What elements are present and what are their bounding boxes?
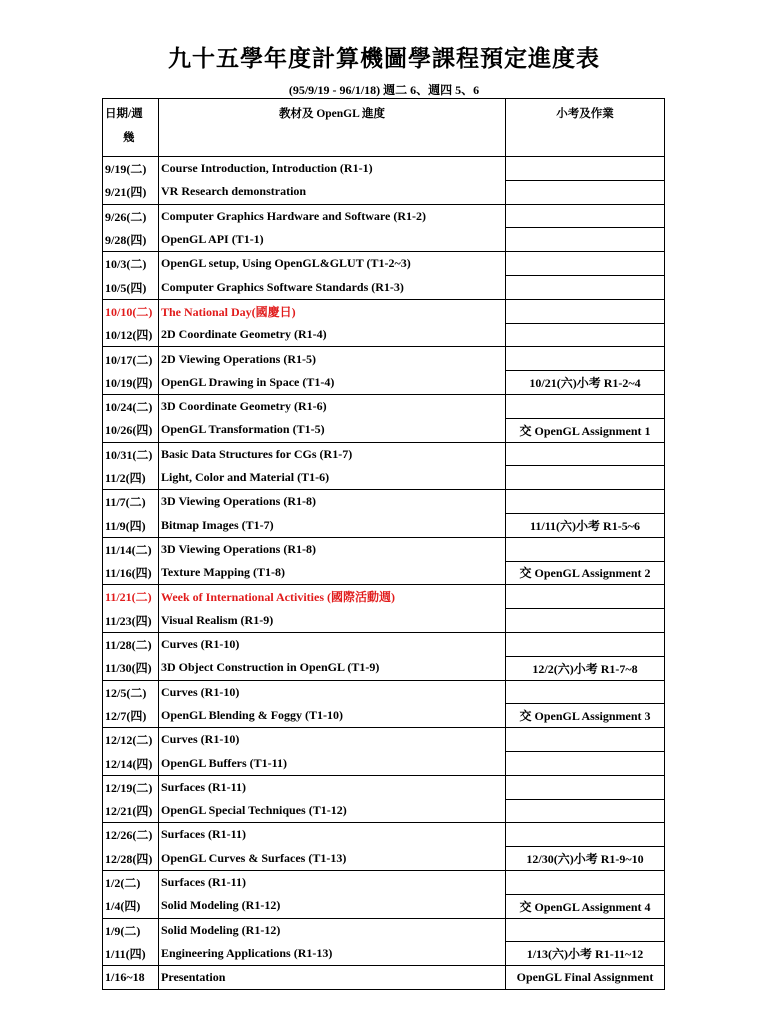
row-quiz bbox=[506, 728, 665, 752]
row-topic: Light, Color and Material (T1-6) bbox=[159, 466, 506, 490]
row-date: 1/2(二) bbox=[103, 870, 159, 894]
row-date: 9/21(四) bbox=[103, 180, 159, 204]
row-quiz bbox=[506, 157, 665, 181]
row-quiz bbox=[506, 228, 665, 252]
row-date: 12/7(四) bbox=[103, 704, 159, 728]
table-row bbox=[103, 704, 665, 728]
row-quiz bbox=[506, 466, 665, 490]
row-topic: OpenGL Drawing in Space (T1-4) bbox=[159, 371, 506, 395]
schedule-body bbox=[103, 157, 665, 990]
table-header-row bbox=[103, 99, 665, 157]
column-header-date bbox=[103, 99, 159, 157]
table-row bbox=[103, 870, 665, 894]
row-quiz bbox=[506, 585, 665, 609]
row-quiz bbox=[506, 823, 665, 847]
row-topic: Texture Mapping (T1-8) bbox=[159, 561, 506, 585]
table-row bbox=[103, 823, 665, 847]
table-row bbox=[103, 466, 665, 490]
row-topic: 3D Object Construction in OpenGL (T1-9) bbox=[159, 656, 506, 680]
row-date: 12/5(二) bbox=[103, 680, 159, 704]
row-date: 12/21(四) bbox=[103, 799, 159, 823]
row-date: 9/26(二) bbox=[103, 204, 159, 228]
row-quiz bbox=[506, 323, 665, 347]
table-row bbox=[103, 966, 665, 990]
table-row bbox=[103, 323, 665, 347]
row-quiz bbox=[506, 537, 665, 561]
row-topic: Surfaces (R1-11) bbox=[159, 870, 506, 894]
column-header-topic: 教材及 OpenGL 進度 bbox=[159, 99, 506, 157]
table-row bbox=[103, 609, 665, 633]
table-row bbox=[103, 513, 665, 537]
row-date: 12/14(四) bbox=[103, 751, 159, 775]
table-row bbox=[103, 180, 665, 204]
row-date: 10/24(二) bbox=[103, 394, 159, 418]
column-header-date-line2: 幾 bbox=[123, 132, 135, 144]
row-date: 10/19(四) bbox=[103, 371, 159, 395]
row-topic: Course Introduction, Introduction (R1-1) bbox=[159, 157, 506, 181]
row-date: 11/7(二) bbox=[103, 490, 159, 514]
row-date: 11/16(四) bbox=[103, 561, 159, 585]
row-topic: Curves (R1-10) bbox=[159, 632, 506, 656]
row-quiz: 交 OpenGL Assignment 2 bbox=[506, 561, 665, 585]
row-quiz bbox=[506, 490, 665, 514]
table-row bbox=[103, 490, 665, 514]
row-date: 10/3(二) bbox=[103, 252, 159, 276]
table-row bbox=[103, 585, 665, 609]
row-topic: OpenGL Buffers (T1-11) bbox=[159, 751, 506, 775]
row-quiz bbox=[506, 680, 665, 704]
row-quiz bbox=[506, 442, 665, 466]
table-row bbox=[103, 561, 665, 585]
row-quiz: 12/30(六)小考 R1-9~10 bbox=[506, 847, 665, 871]
table-row bbox=[103, 394, 665, 418]
row-date: 12/19(二) bbox=[103, 775, 159, 799]
row-topic: Engineering Applications (R1-13) bbox=[159, 942, 506, 966]
row-date: 9/28(四) bbox=[103, 228, 159, 252]
row-topic: Computer Graphics Hardware and Software (R1-2) bbox=[159, 204, 506, 228]
row-topic: Bitmap Images (T1-7) bbox=[159, 513, 506, 537]
row-topic: OpenGL API (T1-1) bbox=[159, 228, 506, 252]
row-topic: OpenGL Transformation (T1-5) bbox=[159, 418, 506, 442]
table-row bbox=[103, 371, 665, 395]
row-date: 10/5(四) bbox=[103, 275, 159, 299]
row-quiz bbox=[506, 751, 665, 775]
row-quiz bbox=[506, 180, 665, 204]
row-quiz: 交 OpenGL Assignment 4 bbox=[506, 894, 665, 918]
column-header-date-line1: 日期/週 bbox=[105, 108, 143, 120]
table-row bbox=[103, 918, 665, 942]
row-date: 12/28(四) bbox=[103, 847, 159, 871]
table-row bbox=[103, 537, 665, 561]
row-quiz bbox=[506, 870, 665, 894]
row-date: 11/2(四) bbox=[103, 466, 159, 490]
row-topic: Curves (R1-10) bbox=[159, 680, 506, 704]
row-topic: 3D Coordinate Geometry (R1-6) bbox=[159, 394, 506, 418]
row-date: 10/26(四) bbox=[103, 418, 159, 442]
row-topic: 2D Coordinate Geometry (R1-4) bbox=[159, 323, 506, 347]
row-quiz bbox=[506, 204, 665, 228]
row-topic: OpenGL Special Techniques (T1-12) bbox=[159, 799, 506, 823]
row-date: 12/26(二) bbox=[103, 823, 159, 847]
row-quiz: 12/2(六)小考 R1-7~8 bbox=[506, 656, 665, 680]
page-title: 九十五學年度計算機圖學課程預定進度表 bbox=[168, 46, 600, 71]
row-topic: 3D Viewing Operations (R1-8) bbox=[159, 490, 506, 514]
row-quiz: 10/21(六)小考 R1-2~4 bbox=[506, 371, 665, 395]
row-date: 11/14(二) bbox=[103, 537, 159, 561]
table-row bbox=[103, 275, 665, 299]
schedule-table bbox=[102, 98, 665, 990]
table-row bbox=[103, 656, 665, 680]
row-topic: Solid Modeling (R1-12) bbox=[159, 918, 506, 942]
row-topic: Basic Data Structures for CGs (R1-7) bbox=[159, 442, 506, 466]
row-date: 12/12(二) bbox=[103, 728, 159, 752]
row-topic: Solid Modeling (R1-12) bbox=[159, 894, 506, 918]
row-topic: 3D Viewing Operations (R1-8) bbox=[159, 537, 506, 561]
row-date: 1/9(二) bbox=[103, 918, 159, 942]
table-row bbox=[103, 775, 665, 799]
row-quiz bbox=[506, 299, 665, 323]
table-row bbox=[103, 847, 665, 871]
row-quiz bbox=[506, 275, 665, 299]
row-date: 10/12(四) bbox=[103, 323, 159, 347]
row-date: 1/4(四) bbox=[103, 894, 159, 918]
table-row bbox=[103, 942, 665, 966]
row-date: 1/16~18 bbox=[103, 966, 159, 990]
row-topic: Week of International Activities (國際活動週) bbox=[159, 585, 506, 609]
row-quiz bbox=[506, 918, 665, 942]
row-quiz bbox=[506, 799, 665, 823]
table-row bbox=[103, 228, 665, 252]
row-quiz: 1/13(六)小考 R1-11~12 bbox=[506, 942, 665, 966]
table-row bbox=[103, 442, 665, 466]
row-quiz bbox=[506, 632, 665, 656]
row-topic: Visual Realism (R1-9) bbox=[159, 609, 506, 633]
row-quiz bbox=[506, 394, 665, 418]
row-date: 11/23(四) bbox=[103, 609, 159, 633]
table-row bbox=[103, 157, 665, 181]
column-header-quiz: 小考及作業 bbox=[506, 99, 665, 157]
row-quiz bbox=[506, 609, 665, 633]
row-date: 1/11(四) bbox=[103, 942, 159, 966]
table-row bbox=[103, 680, 665, 704]
row-topic: OpenGL Curves & Surfaces (T1-13) bbox=[159, 847, 506, 871]
table-row bbox=[103, 799, 665, 823]
row-quiz: 11/11(六)小考 R1-5~6 bbox=[506, 513, 665, 537]
row-topic: Surfaces (R1-11) bbox=[159, 823, 506, 847]
table-row bbox=[103, 252, 665, 276]
row-topic: VR Research demonstration bbox=[159, 180, 506, 204]
row-date: 10/17(二) bbox=[103, 347, 159, 371]
row-quiz bbox=[506, 775, 665, 799]
table-row bbox=[103, 728, 665, 752]
row-date: 9/19(二) bbox=[103, 157, 159, 181]
row-date: 11/9(四) bbox=[103, 513, 159, 537]
row-quiz: 交 OpenGL Assignment 1 bbox=[506, 418, 665, 442]
table-row bbox=[103, 299, 665, 323]
row-topic: OpenGL Blending & Foggy (T1-10) bbox=[159, 704, 506, 728]
row-date: 10/10(二) bbox=[103, 299, 159, 323]
row-date: 11/28(二) bbox=[103, 632, 159, 656]
table-row bbox=[103, 347, 665, 371]
row-topic: Curves (R1-10) bbox=[159, 728, 506, 752]
row-topic: Surfaces (R1-11) bbox=[159, 775, 506, 799]
row-topic: Computer Graphics Software Standards (R1-3) bbox=[159, 275, 506, 299]
row-topic: OpenGL setup, Using OpenGL&GLUT (T1-2~3) bbox=[159, 252, 506, 276]
row-topic: Presentation bbox=[159, 966, 506, 990]
table-row bbox=[103, 204, 665, 228]
table-row bbox=[103, 418, 665, 442]
row-quiz bbox=[506, 347, 665, 371]
row-date: 10/31(二) bbox=[103, 442, 159, 466]
table-row bbox=[103, 632, 665, 656]
row-topic: The National Day(國慶日) bbox=[159, 299, 506, 323]
row-quiz: 交 OpenGL Assignment 3 bbox=[506, 704, 665, 728]
page-subtitle: (95/9/19 - 96/1/18) 週二 6、週四 5、6 bbox=[288, 83, 480, 97]
table-row bbox=[103, 751, 665, 775]
row-topic: 2D Viewing Operations (R1-5) bbox=[159, 347, 506, 371]
row-date: 11/21(二) bbox=[103, 585, 159, 609]
row-date: 11/30(四) bbox=[103, 656, 159, 680]
row-quiz: OpenGL Final Assignment bbox=[506, 966, 665, 990]
row-quiz bbox=[506, 252, 665, 276]
table-row bbox=[103, 894, 665, 918]
